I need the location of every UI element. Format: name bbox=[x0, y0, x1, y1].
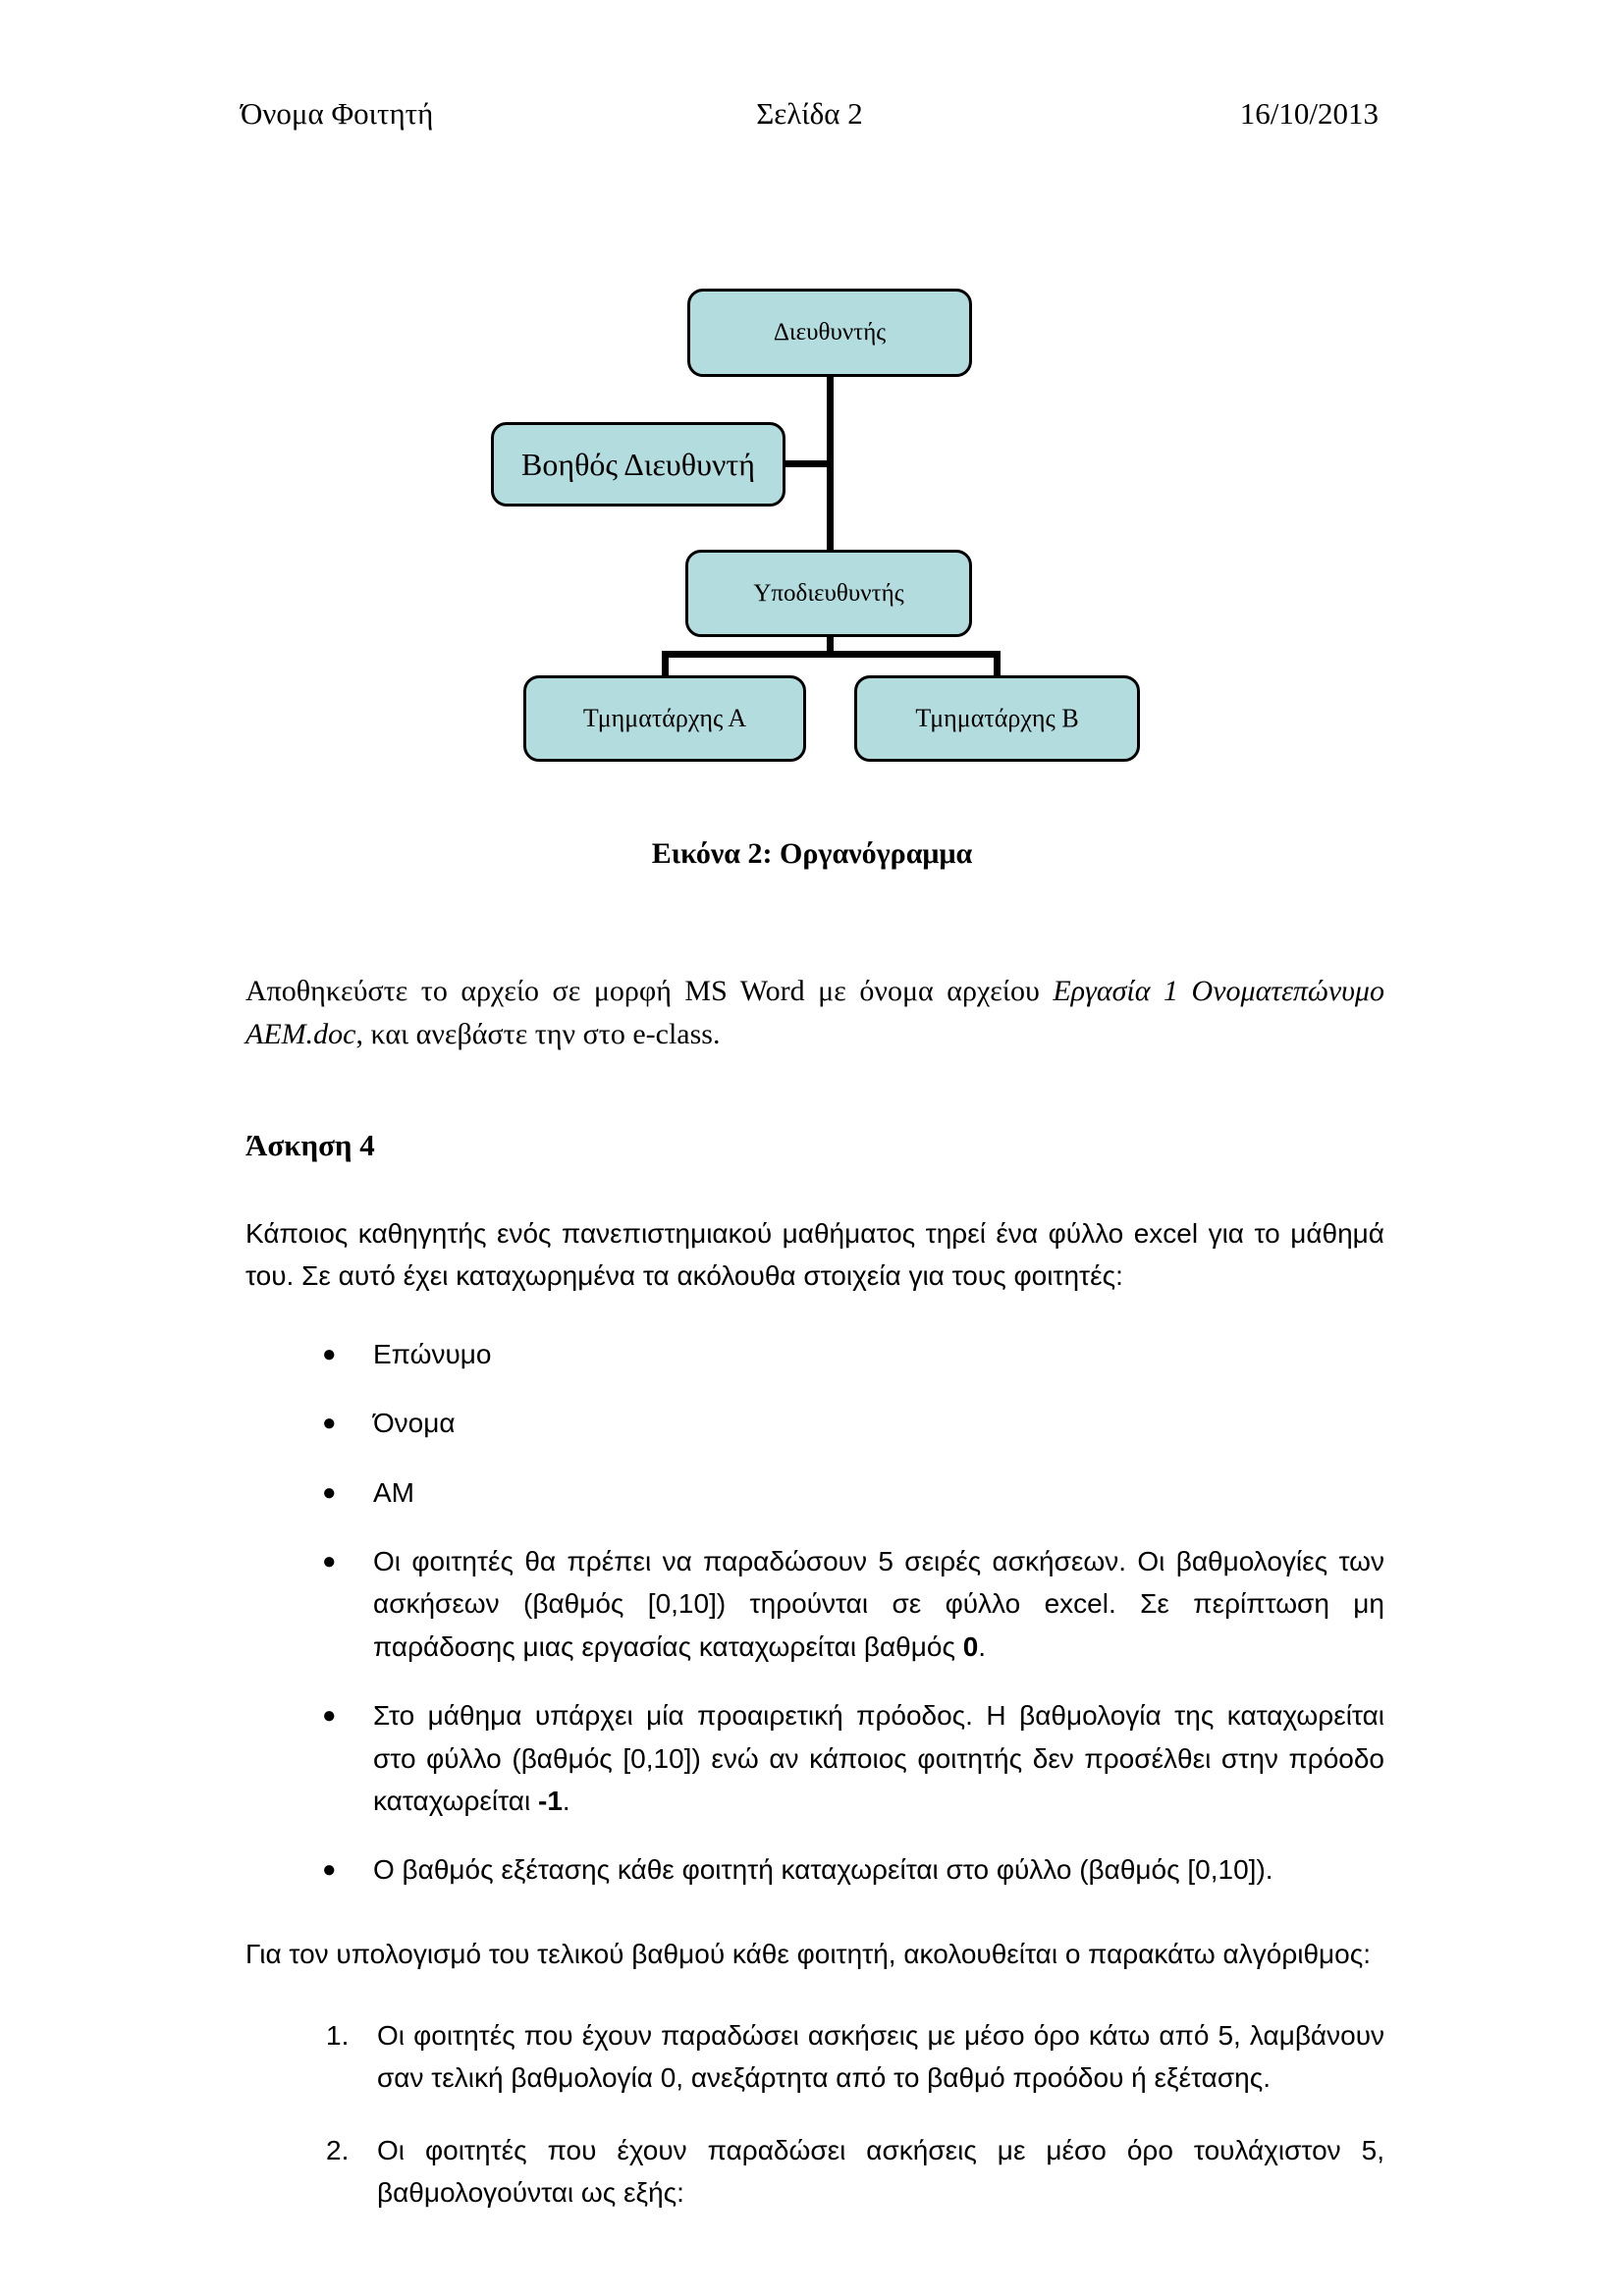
bullet-bold-value: -1 bbox=[538, 1785, 563, 1816]
bullet-text-after: . bbox=[562, 1785, 570, 1816]
bullet-icon: ● bbox=[322, 1547, 337, 1575]
algorithm-intro-paragraph: Για τον υπολογισμό του τελικού βαθμού κάθε φοιτητή, ακολουθείται ο παρακάτω αλγόριθμος: bbox=[245, 1938, 1372, 1969]
list-item bbox=[245, 1848, 1384, 1891]
header-page-number: Σελίδα 2 bbox=[756, 96, 863, 131]
org-node-department-head-a: Τμηματάρχης Α bbox=[523, 675, 806, 762]
save-instruction-filename: Εργασία 1 Ονοματεπώνυμο ΑΕΜ.doc bbox=[245, 975, 1384, 1050]
numbered-marker: 1. bbox=[326, 2020, 350, 2052]
algorithm-numbered-list bbox=[245, 2014, 1384, 2215]
bullet-text-before: Οι φοιτητές θα πρέπει να παραδώσουν 5 σειρές ασκήσεων. Οι βαθμολογίες των ασκήσεων (βαθμός [0,10]) τηρούνται σε φύλλο excel. Σε περίπτωση μη παράδοσης μιας εργασίας καταχωρείται βαθμός bbox=[373, 1545, 1384, 1662]
header-date: 16/10/2013 bbox=[1239, 96, 1379, 131]
bullet-icon: ● bbox=[322, 1478, 337, 1506]
bullet-text: Ο βαθμός εξέτασης κάθε φοιτητή καταχωρείται στο φύλλο (βαθμός [0,10]). bbox=[373, 1854, 1273, 1886]
bullet-text: ΑΜ bbox=[373, 1476, 414, 1508]
numbered-text: Οι φοιτητές που έχουν παραδώσει ασκήσεις με μέσο όρο τουλάχιστον 5, βαθμολογούνται ως εξής: bbox=[377, 2134, 1384, 2209]
bullet-bold-value: 0 bbox=[962, 1630, 979, 1662]
org-node-deputy-director: Υποδιευθυντής bbox=[685, 550, 972, 637]
bullet-text bbox=[373, 1694, 1384, 1822]
connector-assistant-branch bbox=[784, 460, 829, 467]
save-instruction-text-after: , και ανεβάστε την στο e-class. bbox=[355, 1017, 721, 1050]
exercise-intro-paragraph: Κάποιος καθηγητής ενός πανεπιστημιακού μαθήματος τηρεί ένα φύλλο excel για το μάθημά του. Σε αυτό έχει καταχωρημένα τα ακόλουθα στοιχεία για τους φοιτητές: bbox=[245, 1218, 1384, 1292]
bullet-icon: ● bbox=[322, 1410, 337, 1437]
bullet-text: Όνομα bbox=[373, 1408, 456, 1439]
list-item bbox=[245, 1694, 1384, 1822]
save-instruction-text-before: Αποθηκεύστε το αρχείο σε μορφή MS Word με όνομα αρχείου bbox=[245, 975, 1054, 1007]
bullet-text: Επώνυμο bbox=[373, 1338, 492, 1369]
bullet-icon: ● bbox=[322, 1340, 337, 1367]
student-fields-bullet-list bbox=[245, 1333, 1384, 1892]
header-student-name: Όνομα Φοιτητή bbox=[241, 96, 434, 131]
org-node-director: Διευθυντής bbox=[687, 289, 972, 377]
numbered-marker: 2. bbox=[326, 2134, 350, 2165]
connector-head-b-stub bbox=[994, 651, 1001, 676]
org-node-assistant-director: Βοηθός Διευθυντή bbox=[491, 422, 785, 507]
document-body bbox=[245, 970, 1384, 2244]
list-item bbox=[245, 2129, 1384, 2215]
connector-children-bar bbox=[662, 651, 1001, 658]
list-item bbox=[245, 1333, 1384, 1375]
connector-head-a-stub bbox=[662, 651, 669, 676]
bullet-text-after: . bbox=[978, 1630, 987, 1662]
bullet-icon: ● bbox=[322, 1856, 337, 1884]
list-item bbox=[245, 1540, 1384, 1668]
list-item bbox=[245, 1471, 1384, 1514]
list-item bbox=[245, 1402, 1384, 1444]
numbered-text: Οι φοιτητές που έχουν παραδώσει ασκήσεις με μέσο όρο κάτω από 5, λαμβάνουν σαν τελική βαθμολογία 0, ανεξάρτητα από το βαθμό προόδου ή εξέτασης. bbox=[377, 2020, 1384, 2094]
list-item bbox=[245, 2014, 1384, 2100]
save-instruction-paragraph bbox=[245, 970, 1384, 1055]
figure-caption: Εικόνα 2: Οργανόγραμμα bbox=[651, 837, 973, 870]
bullet-icon: ● bbox=[322, 1702, 337, 1730]
org-node-department-head-b: Τμηματάρχης Β bbox=[854, 675, 1140, 762]
bullet-text bbox=[373, 1540, 1384, 1668]
exercise-heading: Άσκηση 4 bbox=[245, 1128, 375, 1162]
bullet-text-before: Στο μάθημα υπάρχει μία προαιρετική πρόοδος. Η βαθμολογία της καταχωρείται στο φύλλο (βαθμός [0,10]) ενώ αν κάποιος φοιτητής δεν προσέλθει στην πρόοδο καταχωρείται bbox=[373, 1700, 1384, 1816]
